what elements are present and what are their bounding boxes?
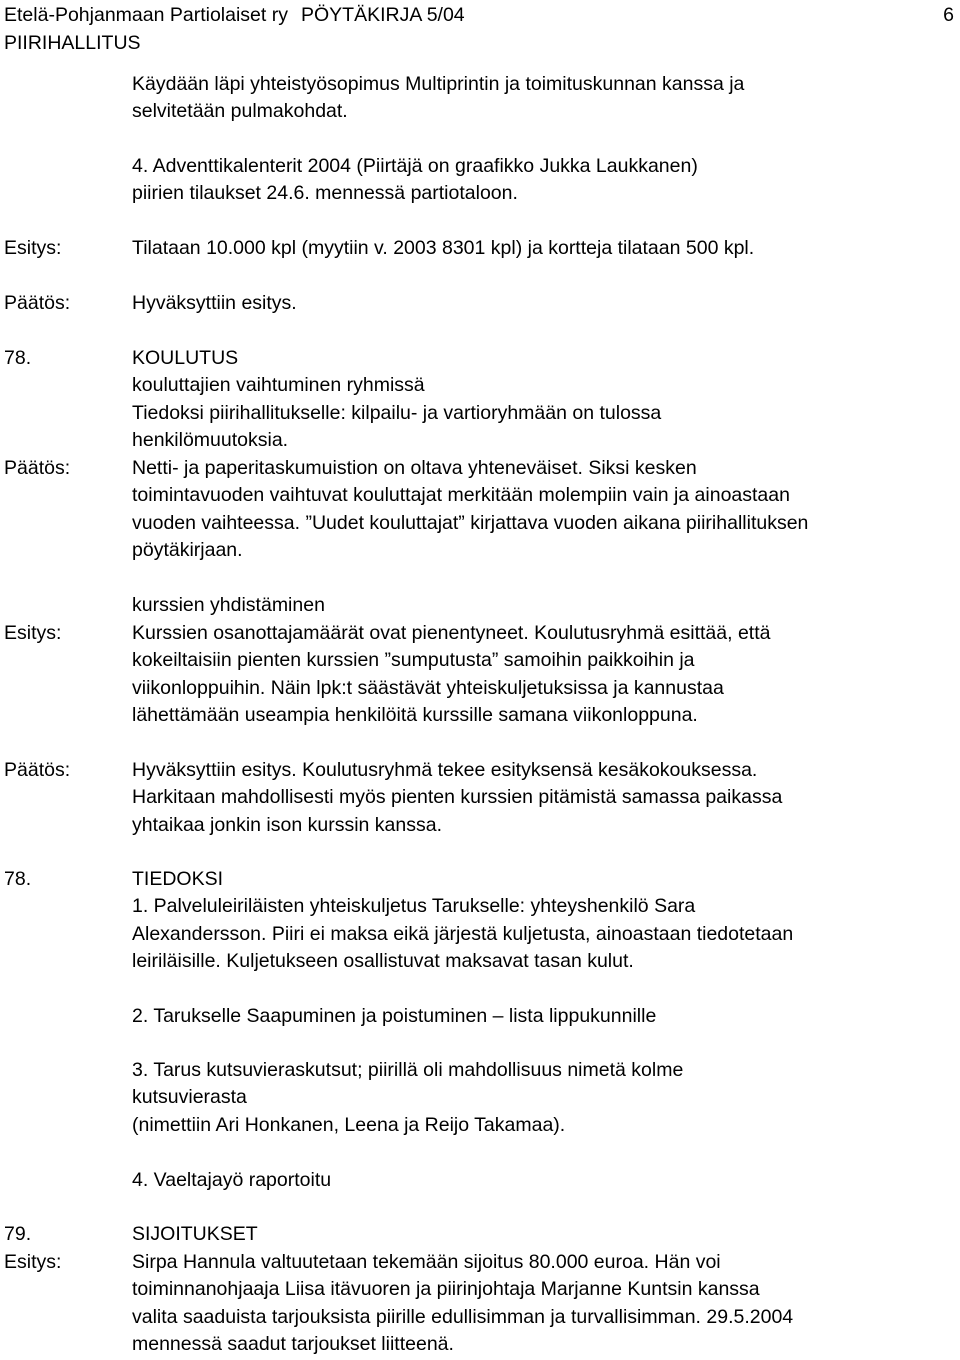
list-item: kutsuvierasta <box>132 1086 247 1109</box>
header-board: PIIRIHALLITUS <box>4 32 141 54</box>
paragraph-line: Käydään läpi yhteistyösopimus Multiprintin ja toimituskunnan kanssa ja <box>132 73 745 95</box>
paragraph-line: Hyväksyttiin esitys. Koulutusryhmä tekee esityksensä kesäkokouksessa. <box>132 759 758 781</box>
paragraph-line: mennessä saadut tarjoukset liitteenä. <box>132 1333 454 1356</box>
header-organization: Etelä-Pohjanmaan Partiolaiset ry <box>4 4 288 26</box>
list-item: Alexandersson. Piiri ei maksa eikä järjestä kuljetusta, ainoastaan tiedotetaan <box>132 922 794 945</box>
header-page-number: 6 <box>943 4 954 26</box>
list-item: 3. Tarus kutsuvieraskutsut; piirillä oli mahdollisuus nimetä kolme <box>132 1059 684 1081</box>
paragraph-line: vuoden vaihteessa. ”Uudet kouluttajat” kirjattava vuoden aikana piirihallituksen <box>132 511 809 534</box>
list-item: leiriläisille. Kuljetukseen osallistuvat maksavat tasan kulut. <box>132 950 634 973</box>
paragraph-line: lähettämään useampia henkilöitä kurssille samana viikonloppuna. <box>132 704 698 727</box>
proposal-label: Esitys: <box>4 622 62 644</box>
paragraph-line: kouluttajien vaihtuminen ryhmissä <box>132 374 425 397</box>
decision-text: Hyväksyttiin esitys. <box>132 292 297 314</box>
section-number: 78. <box>4 868 32 890</box>
section-title: KOULUTUS <box>132 347 239 369</box>
page-header <box>4 2 954 58</box>
paragraph-line: Netti- ja paperitaskumuistion on oltava yhteneväiset. Siksi kesken <box>132 457 697 479</box>
paragraph-line: Harkitaan mahdollisesti myös pienten kurssien pitämistä samassa paikassa <box>132 786 783 809</box>
section-title: SIJOITUKSET <box>132 1223 258 1245</box>
list-item: (nimettiin Ari Honkanen, Leena ja Reijo Takamaa). <box>132 1113 566 1136</box>
list-item: 1. Palveluleiriläisten yhteiskuljetus Tarukselle: yhteyshenkilö Sara <box>132 895 696 918</box>
paragraph-line: toiminnanohjaaja Liisa itävuoren ja piirinjohtaja Marjanne Kuntsin kanssa <box>132 1278 760 1301</box>
paragraph-line: 4. Adventtikalenterit 2004 (Piirtäjä on graafikko Jukka Laukkanen) <box>132 155 698 177</box>
section-number: 79. <box>4 1223 32 1245</box>
paragraph-line: piirien tilaukset 24.6. mennessä partiotaloon. <box>132 182 518 205</box>
list-item: 2. Tarukselle Saapuminen ja poistuminen – lista lippukunnille <box>132 1005 657 1027</box>
section-number: 78. <box>4 347 32 369</box>
paragraph-line: henkilömuutoksia. <box>132 429 289 452</box>
section-title: TIEDOKSI <box>132 868 224 890</box>
header-document-title: PÖYTÄKIRJA 5/04 <box>301 4 465 26</box>
subheading: kurssien yhdistäminen <box>132 594 325 616</box>
paragraph-line: Tiedoksi piirihallitukselle: kilpailu- ja vartioryhmään on tulossa <box>132 401 662 424</box>
list-item: 4. Vaeltajayö raportoitu <box>132 1169 332 1191</box>
paragraph-line: viikonloppuihin. Näin lpk:t säästävät yhteiskuljetuksissa ja kannustaa <box>132 676 724 699</box>
paragraph-line: yhtaikaa jonkin ison kurssin kanssa. <box>132 813 442 836</box>
decision-label: Päätös: <box>4 457 71 479</box>
paragraph-line: selvitetään pulmakohdat. <box>132 100 348 123</box>
paragraph-line: pöytäkirjaan. <box>132 539 243 562</box>
proposal-label: Esitys: <box>4 237 62 259</box>
paragraph-line: Sirpa Hannula valtuutetaan tekemään sijoitus 80.000 euroa. Hän voi <box>132 1251 721 1273</box>
decision-label: Päätös: <box>4 759 71 781</box>
proposal-label: Esitys: <box>4 1251 62 1273</box>
paragraph-line: Kurssien osanottajamäärät ovat pienentyneet. Koulutusryhmä esittää, että <box>132 622 771 644</box>
paragraph-line: kokeiltaisiin pienten kurssien ”sumputusta” samoihin paikkoihin ja <box>132 649 695 672</box>
proposal-text: Tilataan 10.000 kpl (myytiin v. 2003 8301 kpl) ja kortteja tilataan 500 kpl. <box>132 237 755 259</box>
decision-label: Päätös: <box>4 292 71 314</box>
paragraph-line: valita saaduista tarjouksista piirille edullisimman ja turvallisimman. 29.5.2004 <box>132 1305 794 1328</box>
paragraph-line: toimintavuoden vaihtuvat kouluttajat merkitään molempiin vain ja ainoastaan <box>132 484 790 507</box>
